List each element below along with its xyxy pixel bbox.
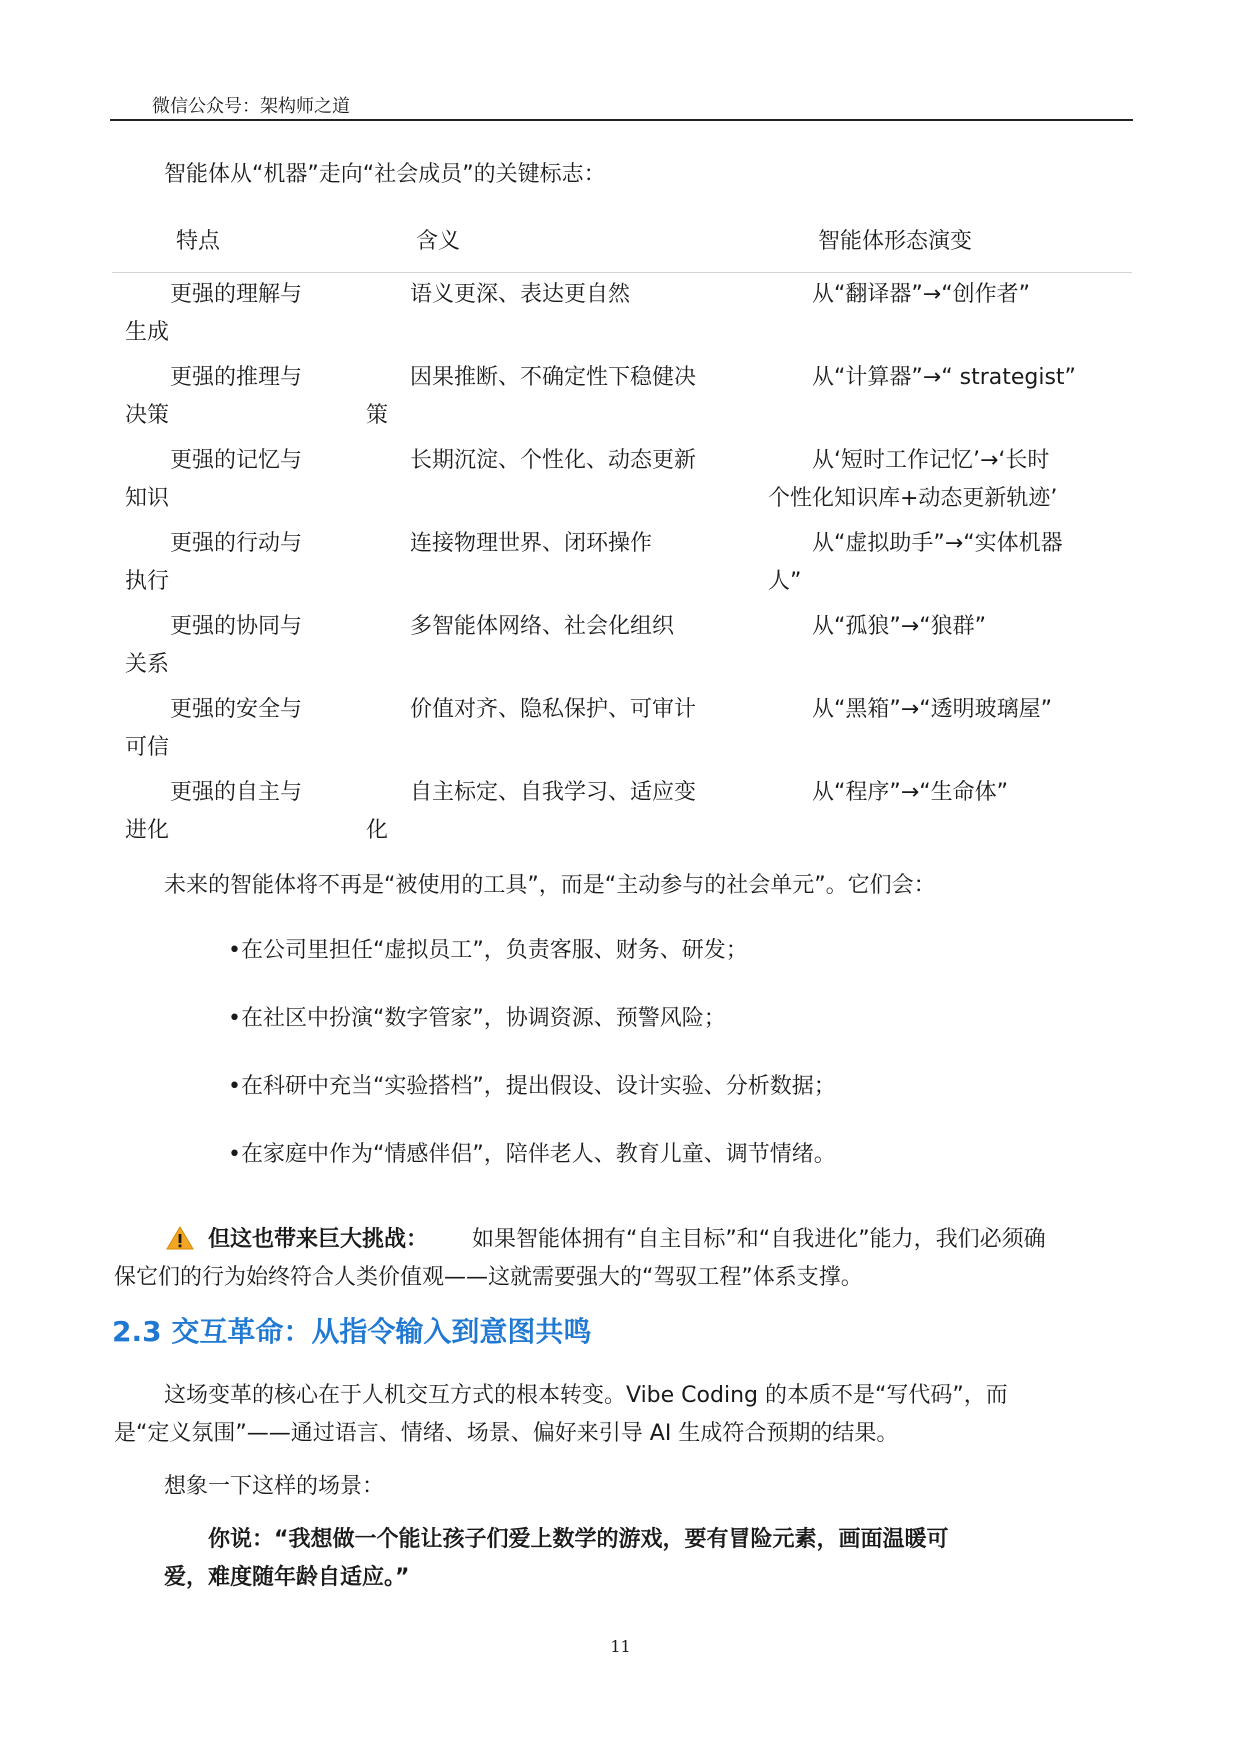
row-meaning-line1: 语义更深、表达更自然 <box>410 282 631 307</box>
row-evolution-line1: 从“孤狼”→“狼群” <box>812 614 987 639</box>
section-paragraph-line1: 这场变革的核心在于人机交互方式的根本转变。Vibe Coding 的本质不是“写代码”，而 <box>164 1383 1008 1408</box>
row-evolution-line1: 从“虚拟助手”→“实体机器 <box>812 531 1063 556</box>
row-feature-line1: 更强的行动与 <box>170 531 303 556</box>
list-item: •在科研中充当“实验搭档”，提出假设、设计实验、分析数据； <box>228 1074 836 1099</box>
row-meaning-line1: 自主标定、自我学习、适应变 <box>410 780 697 805</box>
row-meaning-line1: 价值对齐、隐私保护、可审计 <box>410 697 697 722</box>
section-title: 2.3 交互革命：从指令输入到意图共鸣 <box>112 1315 592 1348</box>
row-feature-line2: 可信 <box>125 735 170 760</box>
row-feature-line1: 更强的安全与 <box>170 697 303 722</box>
header-title: 微信公众号：架构师之道 <box>152 96 350 117</box>
row-meaning-line1: 因果推断、不确定性下稳健决 <box>410 365 697 390</box>
row-evolution-line1: 从“程序”→“生命体” <box>812 780 1009 805</box>
row-feature-line2: 执行 <box>125 569 170 594</box>
row-feature-line2: 生成 <box>125 320 170 345</box>
row-meaning-line2: 化 <box>366 818 389 843</box>
page-number: 11 <box>610 1637 631 1656</box>
row-evolution-line2: 个性化知识库+动态更新轨迹’ <box>768 486 1058 511</box>
intro-text: 智能体从“机器”走向“社会成员”的关键标志： <box>164 162 606 187</box>
row-evolution-line1: 从“计算器”→“ strategist” <box>812 365 1076 390</box>
row-feature-line2: 进化 <box>125 818 170 843</box>
list-item: •在家庭中作为“情感伴侣”，陪伴老人、教育儿童、调节情绪。 <box>228 1142 836 1167</box>
future-intro-text: 未来的智能体将不再是“被使用的工具”，而是“主动参与的社会单元”。它们会： <box>164 873 936 898</box>
row-feature-line2: 决策 <box>125 403 170 428</box>
warning-line2: 保它们的行为始终符合人类价值观——这就需要强大的“驾驭工程”体系支撑。 <box>114 1265 863 1290</box>
table-header-evolution: 智能体形态演变 <box>818 229 973 254</box>
row-feature-line1: 更强的自主与 <box>170 780 303 805</box>
table-header-divider <box>112 272 1132 273</box>
section-paragraph-2: 想象一下这样的场景： <box>164 1474 385 1499</box>
row-meaning-line1: 连接物理世界、闭环操作 <box>410 531 653 556</box>
list-item: •在公司里担任“虚拟员工”，负责客服、财务、研发； <box>228 938 748 963</box>
section-paragraph-line2: 是“定义氛围”——通过语言、情绪、场景、偏好来引导 AI 生成符合预期的结果。 <box>114 1421 899 1446</box>
row-meaning-line1: 长期沉淀、个性化、动态更新 <box>410 448 697 473</box>
row-feature-line2: 知识 <box>125 486 170 511</box>
row-feature-line2: 关系 <box>125 652 170 677</box>
header-divider <box>110 119 1133 121</box>
row-feature-line1: 更强的推理与 <box>170 365 303 390</box>
row-evolution-line2: 人” <box>768 569 802 594</box>
list-item: •在社区中扮演“数字管家”，协调资源、预警风险； <box>228 1006 726 1031</box>
warning-title: 但这也带来巨大挑战： <box>208 1227 429 1252</box>
row-meaning-line1: 多智能体网络、社会化组织 <box>410 614 675 639</box>
row-feature-line1: 更强的协同与 <box>170 614 303 639</box>
row-evolution-line1: 从‘短时工作记忆’→‘长时 <box>812 448 1050 473</box>
quote-line2: 爱，难度随年龄自适应。” <box>164 1565 410 1590</box>
row-evolution-line1: 从“翻译器”→“创作者” <box>812 282 1031 307</box>
row-evolution-line1: 从“黑箱”→“透明玻璃屋” <box>812 697 1053 722</box>
quote-line1: 你说：“我想做一个能让孩子们爱上数学的游戏，要有冒险元素，画面温暖可 <box>208 1527 949 1552</box>
table-header-feature: 特点 <box>176 229 221 254</box>
row-feature-line1: 更强的记忆与 <box>170 448 303 473</box>
warning-icon <box>166 1225 194 1251</box>
table-header-meaning: 含义 <box>416 229 461 254</box>
warning-line1: 如果智能体拥有“自主目标”和“自我进化”能力，我们必须确 <box>472 1227 1046 1252</box>
row-meaning-line2: 策 <box>366 403 389 428</box>
row-feature-line1: 更强的理解与 <box>170 282 303 307</box>
